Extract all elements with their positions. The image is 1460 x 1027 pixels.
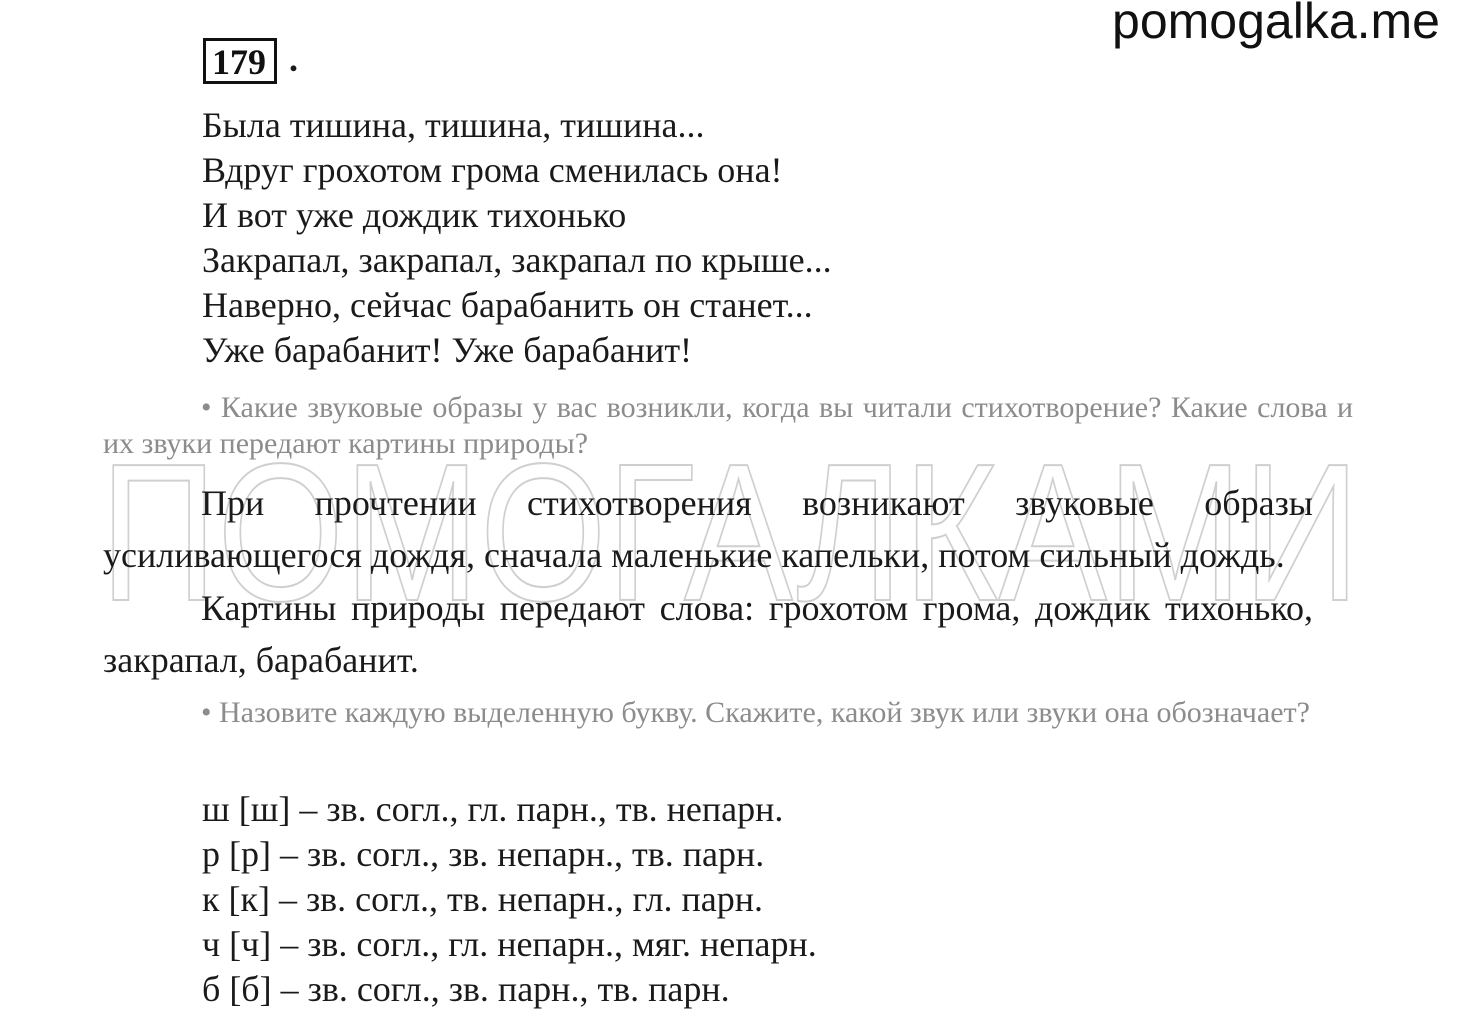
sound-analysis <box>202 787 817 1012</box>
poem <box>202 103 832 373</box>
poem-line: Вдруг грохотом грома сменилась она! <box>202 150 783 190</box>
task-question-2: • Назовите каждую выделенную букву. Скажите, какой звук или звуки она обозначает? <box>201 696 1310 729</box>
sound-line: к [к] – зв. согл., тв. непарн., гл. парн. <box>202 879 763 919</box>
poem-line: Наверно, сейчас барабанить он станет... <box>202 285 813 325</box>
poem-line: Закрапал, закрапал, закрапал по крыше... <box>202 240 832 280</box>
sound-line: р [р] – зв. согл., зв. непарн., тв. парн. <box>202 834 765 874</box>
sound-line: ч [ч] – зв. согл., гл. непарн., мяг. непарн. <box>202 924 817 964</box>
sound-line: ш [ш] – зв. согл., гл. парн., тв. непарн. <box>202 789 784 829</box>
watermark-text: ПОМОГАЛКАМИ <box>100 440 1360 610</box>
poem-line: Была тишина, тишина, тишина... <box>202 105 705 145</box>
answer-paragraph-1: При прочтении стихотворения возникают звуковые образы усиливающегося дождя, сначала маленькие капельки, потом сильный дождь. <box>103 483 1313 575</box>
exercise-number-box: 179 <box>203 38 277 84</box>
sound-line: б [б] – зв. согл., зв. парн., тв. парн. <box>202 969 730 1009</box>
exercise-number-dot: . <box>289 39 298 79</box>
site-watermark-label: pomogalka.me <box>1112 0 1440 49</box>
task-question-1: • Какие звуковые образы у вас возникли, когда вы читали стихотворение? Какие слова и их звуки передают картины природы? <box>103 391 1353 460</box>
poem-line: И вот уже дождик тихонько <box>202 195 627 235</box>
answer-paragraph-2: Картины природы передают слова: грохотом грома, дождик тихонько, закрапал, барабанит. <box>103 588 1313 680</box>
poem-line: Уже барабанит! Уже барабанит! <box>202 330 693 370</box>
